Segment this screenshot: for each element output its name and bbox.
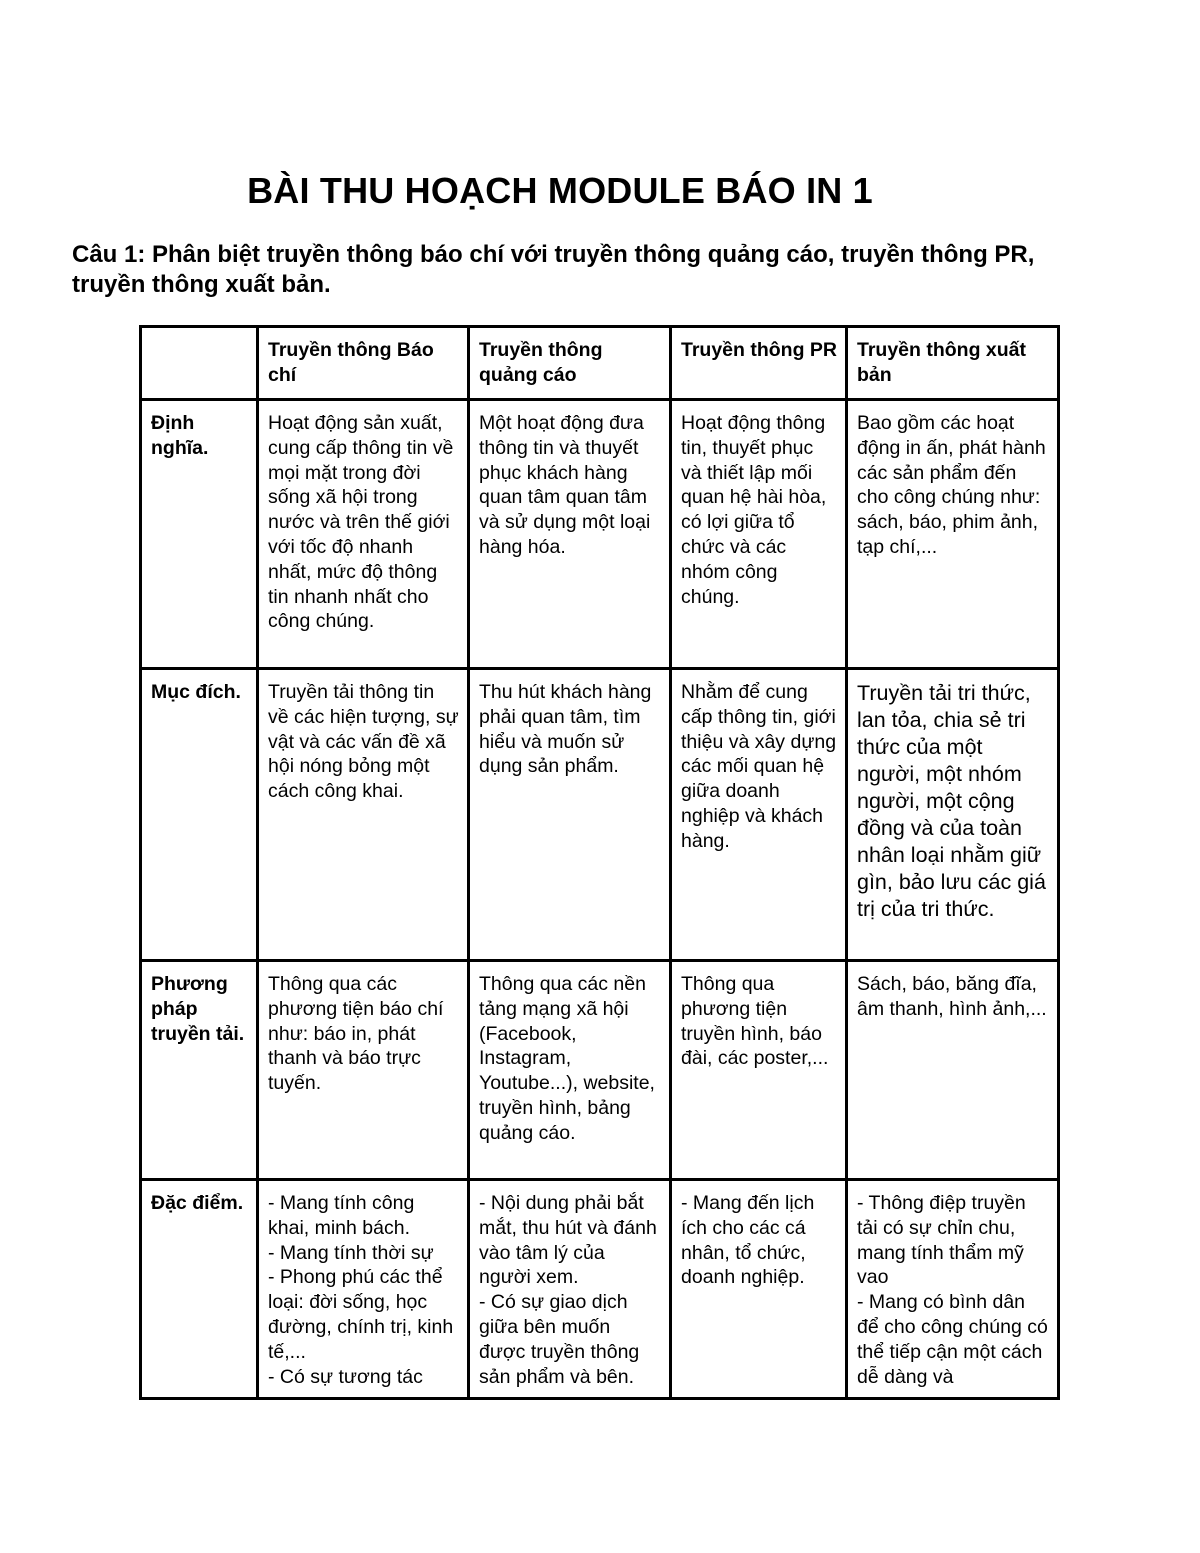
comparison-table: [139, 325, 1060, 1400]
cell-line: - Có sự tương tác: [268, 1365, 423, 1388]
table-row-muc-dich: [141, 669, 1059, 961]
table-cell: Truyền tải tri thức, lan tỏa, chia sẻ tri thức của một người, một nhóm người, một cộng đồng và của toàn nhân loại nhằm giữ gìn, bảo lưu các giá trị của tri thức.: [847, 669, 1059, 961]
table-cell: Hoạt động thông tin, thuyết phục và thiết lập mối quan hệ hài hòa, có lợi giữa tổ chức và các nhóm công chúng.: [671, 400, 847, 669]
header-cell-xuat-ban: Truyền thông xuất bản: [847, 327, 1059, 400]
table-cell: [671, 1180, 847, 1399]
row-label: Phương pháp truyền tải.: [141, 961, 258, 1180]
question-heading: Câu 1: Phân biệt truyền thông báo chí với truyền thông quảng cáo, truyền thông PR, truyền thông xuất bản.: [72, 241, 1035, 298]
row-label: Mục đích.: [141, 669, 258, 961]
table-cell: [258, 1180, 469, 1399]
table-cell: Hoạt động sản xuất, cung cấp thông tin về mọi mặt trong đời sống xã hội trong nước và trên thế giới với tốc độ nhanh nhất, mức độ thông tin nhanh nhất cho công chúng.: [258, 400, 469, 669]
table-cell: Thông qua các phương tiện báo chí như: báo in, phát thanh và báo trực tuyến.: [258, 961, 469, 1180]
table-row-phuong-phap: [141, 961, 1059, 1180]
header-cell-quang-cao: Truyền thông quảng cáo: [469, 327, 671, 400]
table-cell: Một hoạt động đưa thông tin và thuyết phục khách hàng quan tâm quan tâm và sử dụng một loại hàng hóa.: [469, 400, 671, 669]
page-title: BÀI THU HOẠCH MODULE BÁO IN 1: [247, 170, 873, 211]
header-cell-pr: Truyền thông PR: [671, 327, 847, 400]
table-cell: Thu hút khách hàng phải quan tâm, tìm hiểu và muốn sử dụng sản phẩm.: [469, 669, 671, 961]
header-cell-bao-chi: Truyền thông Báo chí: [258, 327, 469, 400]
cell-line: - Mang có bình dân để cho công chúng có thể tiếp cận một cách dễ dàng và: [857, 1291, 1048, 1388]
cell-line: - Mang tính công khai, minh bách.: [268, 1192, 415, 1239]
table-cell: Sách, báo, băng đĩa, âm thanh, hình ảnh,...: [847, 961, 1059, 1180]
cell-line: - Có sự giao dịch giữa bên muốn được truyền thông sản phẩm và bên.: [479, 1291, 640, 1388]
cell-line: - Mang tính thời sự: [268, 1241, 434, 1264]
table-cell: Nhằm để cung cấp thông tin, giới thiệu và xây dựng các mối quan hệ giữa doanh nghiệp và khách hàng.: [671, 669, 847, 961]
cell-line: - Thông điệp truyền tải có sự chỉn chu, mang tính thẩm mỹ vao: [857, 1192, 1026, 1289]
table-row-dac-diem: [141, 1180, 1059, 1399]
row-label: Đặc điểm.: [141, 1180, 258, 1399]
table-cell: [847, 1180, 1059, 1399]
cell-line: - Nội dung phải bắt mắt, thu hút và đánh vào tâm lý của người xem.: [479, 1192, 657, 1289]
cell-line: - Phong phú các thể loại: đời sống, học đường, chính trị, kinh tế,...: [268, 1266, 454, 1363]
table-cell: Truyền tải thông tin về các hiện tượng, sự vật và các vấn đề xã hội nóng bỏng một cách công khai.: [258, 669, 469, 961]
table-cell: Thông qua các nền tảng mạng xã hội (Facebook, Instagram, Youtube...), website, truyền hình, bảng quảng cáo.: [469, 961, 671, 1180]
table-cell: Thông qua phương tiện truyền hình, báo đài, các poster,...: [671, 961, 847, 1180]
row-label: Định nghĩa.: [141, 400, 258, 669]
table-cell: Bao gồm các hoạt động in ấn, phát hành các sản phẩm đến cho công chúng như: sách, báo, phim ảnh, tạp chí,...: [847, 400, 1059, 669]
cell-line: - Mang đến lịch ích cho các cá nhân, tổ chức, doanh nghiệp.: [681, 1192, 815, 1289]
table-row-dinh-nghia: [141, 400, 1059, 669]
table-cell: [469, 1180, 671, 1399]
table-header-row: [141, 327, 1059, 400]
header-cell-empty: [141, 327, 258, 400]
